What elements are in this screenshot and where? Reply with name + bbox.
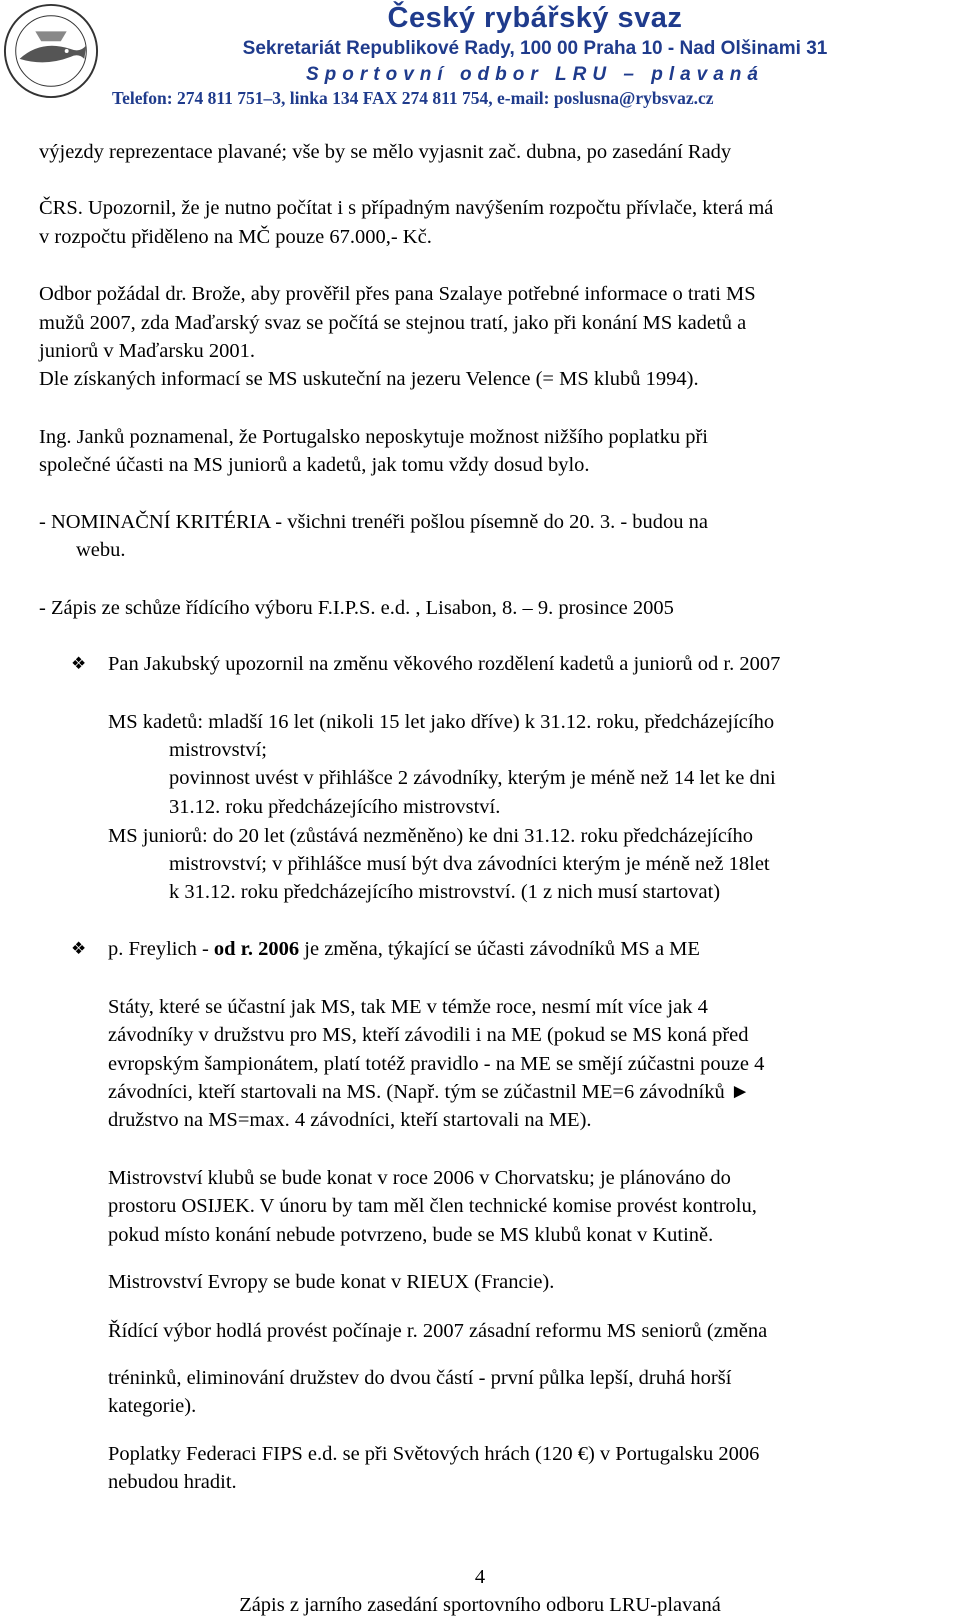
page-footer: Zápis z jarního zasedání sportovního odboru LRU-plavaná bbox=[239, 1594, 721, 1616]
text-line: společné účasti na MS juniorů a kadetů, jak tomu vždy dosud bylo. bbox=[39, 454, 590, 476]
text-line: Ing. Janků poznamenal, že Portugalsko neposkytuje možnost nižšího poplatku při bbox=[39, 426, 708, 448]
text-line: povinnost uvést v přihlášce 2 závodníky, kterým je méně než 14 let ke dni bbox=[169, 767, 776, 789]
org-address: Sekretariát Republikové Rady, 100 00 Praha 10 - Nad Olšinami 31 bbox=[242, 38, 828, 59]
text-line: p. Freylich - od r. 2006 je změna, týkající se účasti závodníků MS a ME bbox=[108, 938, 700, 960]
text-line: kategorie). bbox=[108, 1395, 197, 1417]
text-line: MS kadetů: mladší 16 let (nikoli 15 let jako dříve) k 31.12. roku, předcházejícího bbox=[108, 711, 775, 733]
text-line: mistrovství; bbox=[169, 739, 267, 761]
text-line: Státy, které se účastní jak MS, tak ME v témže roce, nesmí mít více jak 4 bbox=[108, 996, 708, 1018]
text-line: juniorů v Maďarsku 2001. bbox=[39, 340, 255, 362]
text-line: Mistrovství Evropy se bude konat v RIEUX (Francie). bbox=[108, 1271, 555, 1293]
text-line: mužů 2007, zda Maďarský svaz se počítá se stejnou tratí, jako při konání MS kadetů a bbox=[39, 312, 747, 334]
text-line: výjezdy reprezentace plavané; vše by se mělo vyjasnit zač. dubna, po zasedání Rady bbox=[39, 141, 732, 163]
bold-text: od r. 2006 bbox=[213, 938, 300, 960]
org-contact: Telefon: 274 811 751–3, linka 134 FAX 274 811 754, e-mail: poslusna@rybsvaz.cz bbox=[112, 88, 714, 108]
text-line: Odbor požádal dr. Brože, aby prověřil přes pana Szalaye potřebné informace o trati MS bbox=[39, 283, 756, 305]
bullet-diamond-icon: ❖ bbox=[71, 939, 87, 958]
text-line: Mistrovství klubů se bude konat v roce 2006 v Chorvatsku; je plánováno do bbox=[108, 1167, 731, 1189]
org-title: Český rybářský svaz bbox=[387, 2, 683, 34]
text-line: mistrovství; v přihlášce musí být dva závodníci kterým je méně než 18let bbox=[169, 853, 770, 875]
csrs-logo bbox=[2, 2, 100, 100]
text-line: ČRS. Upozornil, že je nutno počítat i s případným navýšením rozpočtu přívlače, která má bbox=[39, 197, 774, 219]
list-item: - Zápis ze schůze řídícího výboru F.I.P.S. e.d. , Lisabon, 8. – 9. prosince 2005 bbox=[39, 597, 674, 619]
org-department: Sportovní odbor LRU – plavaná bbox=[306, 64, 764, 85]
text-line: Dle získaných informací se MS uskuteční na jezeru Velence (= MS klubů 1994). bbox=[39, 368, 699, 390]
text-line: Řídící výbor hodlá provést počínaje r. 2007 zásadní reformu MS seniorů (změna bbox=[108, 1320, 768, 1342]
text-line: 31.12. roku předcházejícího mistrovství. bbox=[169, 796, 501, 818]
text-line: Pan Jakubský upozornil na změnu věkového rozdělení kadetů a juniorů od r. 2007 bbox=[108, 653, 781, 675]
text-line: Poplatky Federaci FIPS e.d. se při Světových hrách (120 €) v Portugalsku 2006 bbox=[108, 1443, 760, 1465]
text-line: v rozpočtu přiděleno na MČ pouze 67.000,- Kč. bbox=[39, 226, 432, 248]
text-line: závodníky v družstvu pro MS, kteří závodili i na ME (pokud se MS koná před bbox=[108, 1024, 749, 1046]
text-line: evropským šampionátem, platí totéž pravidlo - na ME se smějí zúčastni pouze 4 bbox=[108, 1053, 765, 1075]
text-line: závodníci, kteří startovali na MS. (Např. tým se zúčastnil ME=6 závodníků ► bbox=[108, 1081, 751, 1103]
list-item: - NOMINAČNÍ KRITÉRIA - všichni trenéři pošlou písemně do 20. 3. - budou na bbox=[39, 511, 709, 533]
text-line: k 31.12. roku předcházejícího mistrovství. (1 z nich musí startovat) bbox=[169, 881, 721, 903]
text-line: tréninků, eliminování družstev do dvou částí - první půlka lepší, druhá horší bbox=[108, 1367, 732, 1389]
bullet-diamond-icon: ❖ bbox=[71, 654, 87, 673]
text-line: MS juniorů: do 20 let (zůstává nezměněno) ke dni 31.12. roku předcházejícího bbox=[108, 825, 753, 847]
text-line: prostoru OSIJEK. V únoru by tam měl člen technické komise provést kontrolu, bbox=[108, 1195, 757, 1217]
text-line: pokud místo konání nebude potvrzeno, bude se MS klubů konat v Kutině. bbox=[108, 1224, 714, 1246]
text-line: družstvo na MS=max. 4 závodníci, kteří startovali na ME). bbox=[108, 1109, 592, 1131]
text-line: nebudou hradit. bbox=[108, 1471, 237, 1493]
list-item: webu. bbox=[76, 539, 126, 561]
page-number: 4 bbox=[474, 1566, 486, 1588]
